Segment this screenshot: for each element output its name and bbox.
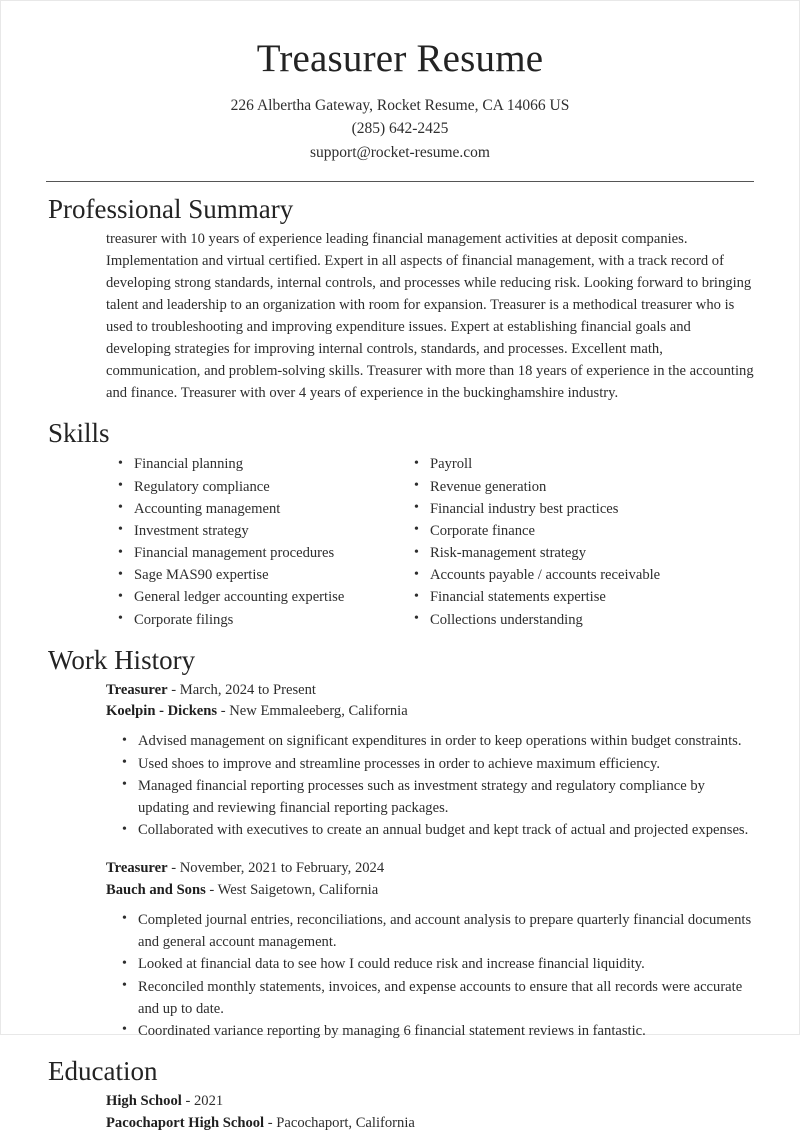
job-bullet-item: • Used shoes to improve and streamline processes in order to achieve maximum efficiency. <box>120 753 754 775</box>
job-bullet-item: • Advised management on significant expenditures in order to keep operations within budget constraints. <box>120 730 754 752</box>
work-history-entry <box>106 680 754 842</box>
job-location: - West Saigetown, California <box>205 882 379 899</box>
skill-item: • Corporate finance <box>412 520 754 542</box>
skill-item: • Collections understanding <box>412 609 754 631</box>
job-bullet-item: • Coordinated variance reporting by managing 6 financial statement reviews in fantastic. <box>120 1020 754 1042</box>
skill-item: • Payroll <box>412 453 754 475</box>
contact-email: support@rocket-resume.com <box>310 143 490 161</box>
job-bullet-list <box>106 909 754 1042</box>
section-heading-work-history: Work History <box>48 644 196 675</box>
skills-column-left <box>46 453 400 630</box>
job-dates: - March, 2024 to Present <box>167 681 316 698</box>
contact-address: 226 Albertha Gateway, Rocket Resume, CA 14066 US <box>230 96 570 114</box>
job-location: - New Emmaleeberg, California <box>217 703 408 720</box>
section-professional-summary <box>46 194 754 404</box>
section-work-history <box>46 645 754 1042</box>
contact-block <box>46 94 754 165</box>
section-skills <box>46 418 754 630</box>
education-year: - 2021 <box>181 1092 224 1109</box>
section-heading-summary: Professional Summary <box>48 194 294 225</box>
skills-column-right <box>400 453 754 630</box>
section-heading-education: Education <box>48 1056 158 1087</box>
job-bullet-item: • Looked at financial data to see how I could reduce risk and increase financial liquidity. <box>120 953 754 975</box>
skill-item: • General ledger accounting expertise <box>116 586 400 608</box>
work-history-entry <box>106 858 754 1042</box>
header-divider <box>46 181 754 182</box>
job-company-line <box>106 701 754 723</box>
education-degree-line <box>106 1091 754 1113</box>
skill-item: • Investment strategy <box>116 520 400 542</box>
section-education <box>46 1056 754 1135</box>
job-company: Bauch and Sons <box>106 882 206 899</box>
skill-item: • Financial planning <box>116 453 400 475</box>
education-entry <box>106 1091 754 1135</box>
section-heading-skills: Skills <box>48 418 110 449</box>
education-degree: High School <box>106 1092 182 1109</box>
job-bullet-item: • Managed financial reporting processes such as investment strategy and regulatory compliance by updating and reviewing financial reporting packages. <box>120 775 754 819</box>
job-bullet-item: • Completed journal entries, reconciliations, and account analysis to prepare quarterly financial documents and general account management. <box>120 909 754 953</box>
skills-list-left <box>116 453 400 630</box>
skill-item: • Corporate filings <box>116 609 400 631</box>
skills-list-right <box>412 453 754 630</box>
job-title: Treasurer <box>106 860 168 877</box>
job-dates: - November, 2021 to February, 2024 <box>167 860 385 877</box>
job-bullet-item: • Reconciled monthly statements, invoices, and expense accounts to ensure that all records were accurate and up to date. <box>120 976 754 1020</box>
job-company: Koelpin - Dickens <box>106 703 218 720</box>
skill-item: • Revenue generation <box>412 476 754 498</box>
education-location: - Pacochaport, California <box>264 1114 415 1131</box>
skill-item: • Sage MAS90 expertise <box>116 564 400 586</box>
skill-item: • Financial industry best practices <box>412 498 754 520</box>
skill-item: • Accounting management <box>116 498 400 520</box>
skill-item: • Accounts payable / accounts receivable <box>412 564 754 586</box>
page-title: Treasurer Resume <box>256 37 544 80</box>
skill-item: • Financial statements expertise <box>412 586 754 608</box>
education-entries <box>46 1091 754 1135</box>
job-bullet-item: • Collaborated with executives to create an annual budget and kept track of actual and projected expenses. <box>120 819 754 841</box>
job-title-line <box>106 858 754 880</box>
job-bullet-list <box>106 730 754 841</box>
summary-paragraph: treasurer with 10 years of experience leading financial management activities at deposit companies. Implementation and virtual certified. Expert in all aspects of financial management, with a track record of developing strong standards, internal controls, and processes while reducing risk. Looking forward to bringing talent and leadership to an organization with room for expansion. Treasurer is a methodical treasurer who is used to troubleshooting and improving expenditure issues. Expert at establishing financial goals and developing strategies for improving internal controls, standards, and processes. Excellent math, communication, and problem-solving skills. Treasurer with more than 18 years of experience in the accounting and finance. Treasurer with over 4 years of experience in the buckinghamshire industry. <box>106 231 754 401</box>
contact-phone: (285) 642-2425 <box>351 120 449 138</box>
work-history-entries <box>46 680 754 1042</box>
skill-item: • Risk-management strategy <box>412 542 754 564</box>
job-title-line <box>106 680 754 702</box>
job-title: Treasurer <box>106 681 168 698</box>
education-school: Pacochaport High School <box>106 1114 265 1131</box>
skill-item: • Regulatory compliance <box>116 476 400 498</box>
education-school-line <box>106 1113 754 1135</box>
job-company-line <box>106 880 754 902</box>
skill-item: • Financial management procedures <box>116 542 400 564</box>
